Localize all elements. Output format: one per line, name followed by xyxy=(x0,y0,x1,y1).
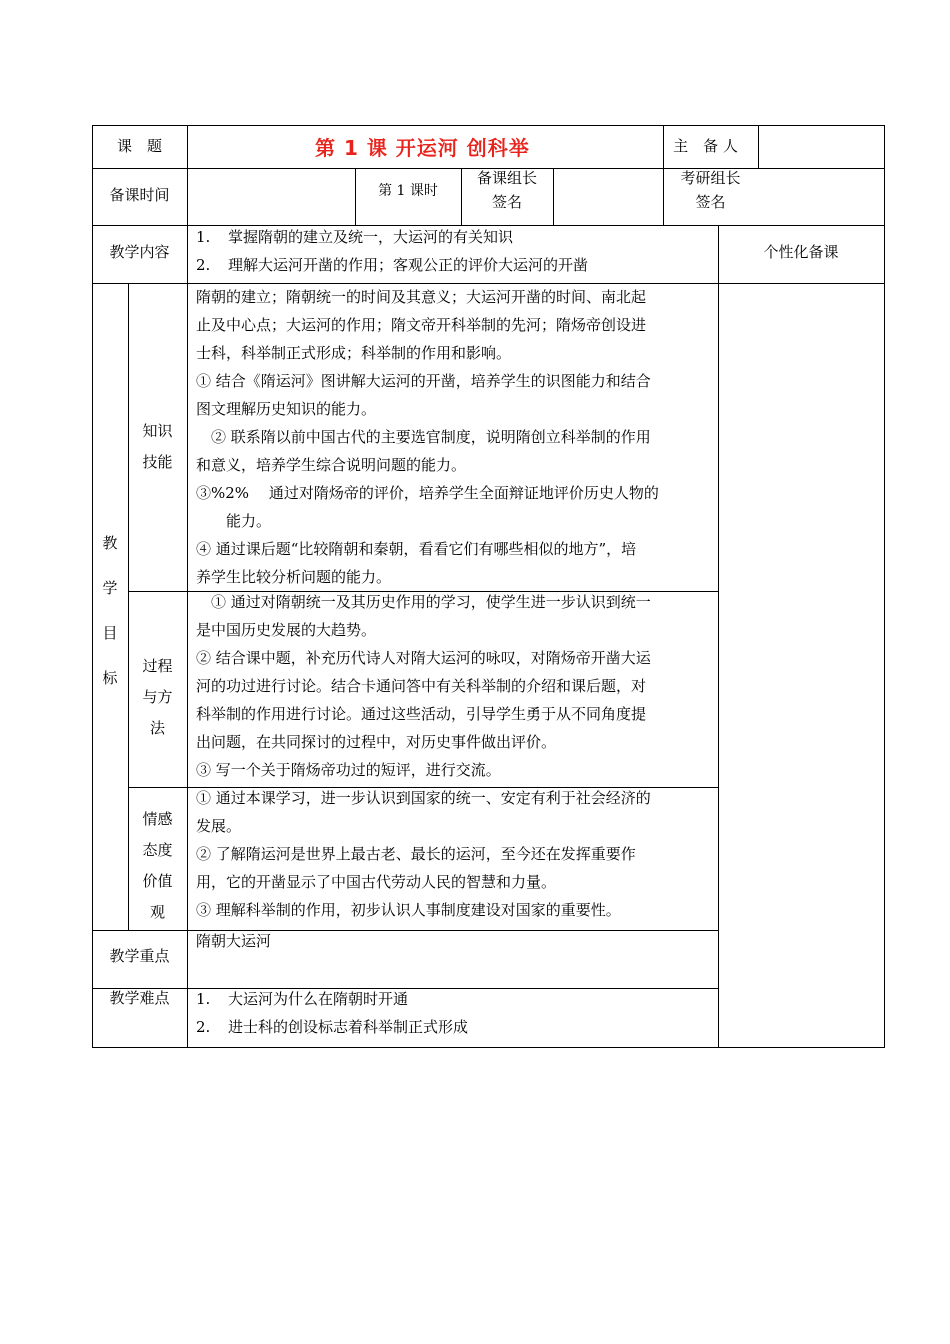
objectives-char: 学 xyxy=(102,579,118,597)
content-label: 教学内容 xyxy=(109,243,170,261)
text-line: 能力。 xyxy=(196,512,272,530)
col-divider xyxy=(718,225,719,1048)
period-label: 第 1 课时 xyxy=(378,183,438,199)
text-line: ② 联系隋以前中国古代的主要选官制度，说明隋创立科举制的作用 xyxy=(196,428,651,446)
list-item xyxy=(196,251,716,279)
text-line: 养学生比较分析问题的能力。 xyxy=(196,568,392,586)
table-border-right xyxy=(884,125,885,1048)
knowledge-label-line: 技能 xyxy=(142,453,173,471)
list-number: 2. xyxy=(196,1018,211,1036)
objectives-char: 目 xyxy=(102,624,118,642)
content-list xyxy=(196,223,716,279)
list-text: 掌握隋朝的建立及统一，大运河的有关知识 xyxy=(228,228,514,246)
process-text xyxy=(196,588,716,784)
emotion-text xyxy=(196,784,716,924)
list-number: 2. xyxy=(196,256,211,274)
list-text: 理解大运河开凿的作用；客观公正的评价大运河的开凿 xyxy=(228,256,589,274)
process-label-line: 法 xyxy=(149,719,165,737)
text-line: ① 通过对隋朝统一及其历史作用的学习，使学生进一步认识到统一 xyxy=(196,593,651,611)
group-leader-signature xyxy=(554,169,663,225)
text-line: ③ 理解科举制的作用，初步认识人事制度建设对国家的重要性。 xyxy=(196,901,621,919)
text-line: 图文理解历史知识的能力。 xyxy=(196,400,377,418)
emotion-label-line: 情感 xyxy=(142,810,173,828)
text-line: ③ 写一个关于隋炀帝功过的短评，进行交流。 xyxy=(196,761,501,779)
list-item xyxy=(196,223,716,251)
text-line: 用，它的开凿显示了中国古代劳动人民的智慧和力量。 xyxy=(196,873,557,891)
table-border-bottom xyxy=(92,1047,885,1048)
text-line: ① 结合《隋运河》图讲解大运河的开凿，培养学生的识图能力和结合 xyxy=(196,372,651,390)
emotion-label-line: 价值 xyxy=(142,872,173,890)
list-item xyxy=(196,985,716,1013)
text-line: ② 了解隋运河是世界上最古老、最长的运河，至今还在发挥重要作 xyxy=(196,845,636,863)
focus-text: 隋朝大运河 xyxy=(196,932,272,950)
text-line: 和意义，培养学生综合说明问题的能力。 xyxy=(196,456,467,474)
knowledge-label-line: 知识 xyxy=(142,422,173,440)
text-line: 发展。 xyxy=(196,817,242,835)
group-leader-label: 备课组长 签名 xyxy=(476,169,537,211)
list-text: 进士科的创设标志着科举制正式形成 xyxy=(228,1018,469,1036)
text-line: 河的功过进行讨论。结合卡通问答中有关科举制的介绍和课后题，对 xyxy=(196,677,647,695)
personal-prep-label: 个性化备课 xyxy=(763,243,839,261)
col-divider xyxy=(187,283,188,1048)
knowledge-label xyxy=(128,416,187,478)
list-number: 1. xyxy=(196,228,211,246)
process-label-line: 与方 xyxy=(142,688,173,706)
text-line: ② 结合课中题，补充历代诗人对隋大运河的咏叹，对隋炀帝开凿大运 xyxy=(196,649,651,667)
text-line: ① 通过本课学习，进一步认识到国家的统一、安定有利于社会经济的 xyxy=(196,789,651,807)
knowledge-text xyxy=(196,283,716,591)
text-line: 科举制的作用进行讨论。通过这些活动，引导学生勇于从不同角度提 xyxy=(196,705,647,723)
process-label xyxy=(128,651,187,744)
text-line: ③%2% 通过对隋炀帝的评价，培养学生全面辩证地评价历史人物的 xyxy=(196,484,659,502)
list-text: 大运河为什么在隋朝时开通 xyxy=(228,990,409,1008)
text-line: 出问题，在共同探讨的过程中，对历史事件做出评价。 xyxy=(196,733,557,751)
emotion-label xyxy=(128,804,187,928)
research-leader-label: 考研组长 签名 xyxy=(680,169,741,211)
text-line: ④ 通过课后题“比较隋朝和秦朝，看看它们有哪些相似的地方”，培 xyxy=(196,540,637,558)
text-line: 士科，科举制正式形成；科举制的作用和影响。 xyxy=(196,344,512,362)
emotion-label-line: 态度 xyxy=(142,841,173,859)
objectives-char: 教 xyxy=(102,534,118,552)
objectives-label xyxy=(92,521,128,701)
lesson-title: 第 1 课 开运河 创科举 xyxy=(315,136,530,160)
prep-time-label: 备课时间 xyxy=(109,186,170,204)
text-line: 止及中心点；大运河的作用；隋文帝开科举制的先河；隋炀帝创设进 xyxy=(196,316,647,334)
list-item xyxy=(196,1013,716,1041)
focus-label: 教学重点 xyxy=(109,947,170,965)
objectives-char: 标 xyxy=(102,669,118,687)
list-number: 1. xyxy=(196,990,211,1008)
topic-label: 课 题 xyxy=(116,137,162,155)
emotion-label-line: 观 xyxy=(149,903,165,921)
preparer-value xyxy=(759,126,884,168)
text-line: 是中国历史发展的大趋势。 xyxy=(196,621,377,639)
prep-time-value xyxy=(188,169,355,225)
text-line: 隋朝的建立；隋朝统一的时间及其意义；大运河开凿的时间、南北起 xyxy=(196,288,647,306)
difficulty-list xyxy=(196,985,716,1041)
preparer-label: 主 备 人 xyxy=(673,137,738,155)
difficulty-label: 教学难点 xyxy=(109,989,170,1007)
process-label-line: 过程 xyxy=(142,657,173,675)
